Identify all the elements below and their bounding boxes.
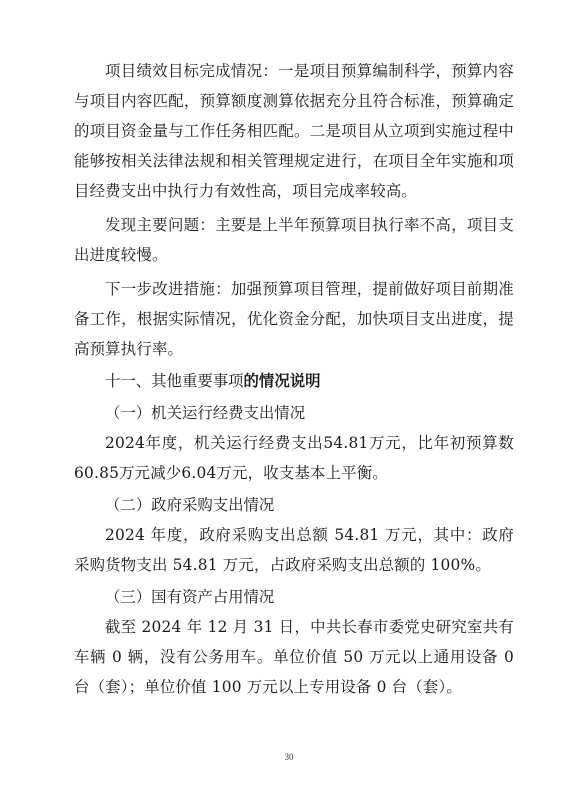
problems-paragraph: 发现主要问题：主要是上半年预算项目执行率不高，项目支出进度较慢。 <box>74 216 514 264</box>
document-body <box>74 56 514 702</box>
subsection-1-body: 2024年度，机关运行经费支出54.81万元，比年初预算数60.85万元减少6.04万元，收支基本上平衡。 <box>74 434 514 482</box>
measures-paragraph: 下一步改进措施：加强预算项目管理，提前做好项目前期准备工作，根据实际情况，优化资金分配，加快项目支出进度，提高预算执行率。 <box>74 280 514 358</box>
section-11-title-plain: 十一、其他重要事项 <box>105 372 244 390</box>
subsection-2-body: 2024 年度，政府采购支出总额 54.81 万元，其中：政府采购货物支出 54.81 万元，占政府采购支出总额的 100%。 <box>74 526 514 574</box>
subsection-2-title: （二）政府采购支出情况 <box>105 496 275 514</box>
performance-paragraph: 项目绩效目标完成情况：一是项目预算编制科学，预算内容与项目内容匹配，预算额度测算依据充分且符合标准，预算确定的项目资金量与工作任务相匹配。二是项目从立项到实施过程中能够按相关法律法规和相关管理规定进行，在项目全年实施和项目经费支出中执行力有效性高，项目完成率较高。 <box>74 62 514 200</box>
section-11-title-bold: 的情况说明 <box>243 372 321 390</box>
page-number: 30 <box>284 752 294 762</box>
section-11-heading <box>74 366 514 396</box>
subsection-3-title: （三）国有资产占用情况 <box>105 588 275 606</box>
subsection-3-body: 截至 2024 年 12 月 31 日，中共长春市委党史研究室共有车辆 0 辆，没有公务用车。单位价值 50 万元以上通用设备 0 台（套）；单位价值 100 万元以上专用设备 0 台（套）。 <box>74 618 514 696</box>
subsection-1-title: （一）机关运行经费支出情况 <box>105 404 306 422</box>
